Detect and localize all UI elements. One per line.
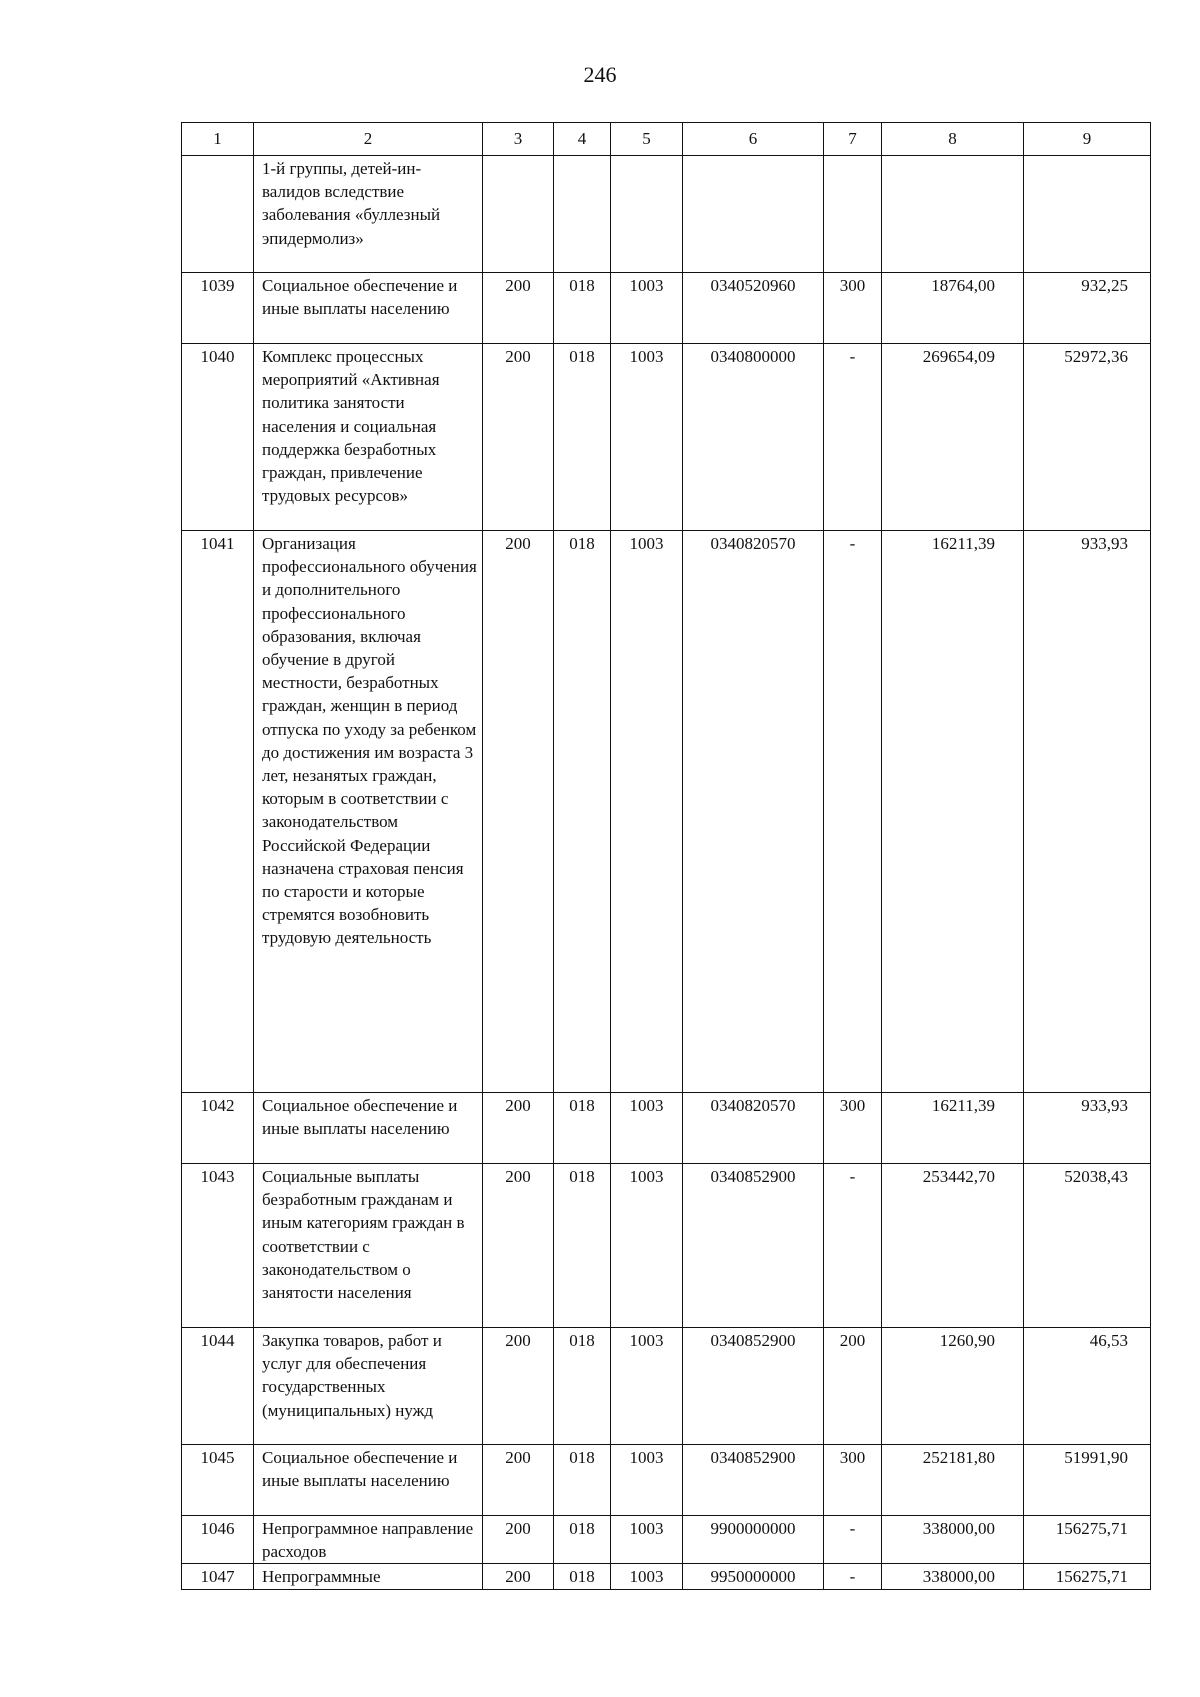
table-row [182, 1093, 1151, 1164]
cell-col8: 1260,90 [882, 1328, 1024, 1445]
table-row [182, 531, 1151, 1093]
cell-col3: 200 [483, 1328, 554, 1445]
column-header: 8 [882, 123, 1024, 156]
cell-col4: 018 [554, 1564, 611, 1589]
column-header: 5 [611, 123, 683, 156]
cell-col8: 16211,39 [882, 531, 1024, 1093]
cell-col3: 200 [483, 344, 554, 531]
cell-col8: 252181,80 [882, 1445, 1024, 1516]
table-row [182, 1164, 1151, 1328]
row-description: Социальное обеспечение и иные выплаты населению [254, 1093, 483, 1164]
cell-col7: 300 [824, 1093, 882, 1164]
column-header: 6 [683, 123, 824, 156]
cell-col7: 300 [824, 273, 882, 344]
cell-col9: 932,25 [1024, 273, 1151, 344]
cell-col7 [824, 156, 882, 273]
cell-col9: 933,93 [1024, 531, 1151, 1093]
cell-col6: 9950000000 [683, 1564, 824, 1589]
cell-col6: 0340852900 [683, 1445, 824, 1516]
row-number: 1039 [182, 273, 254, 344]
cell-col4: 018 [554, 1445, 611, 1516]
cell-col3: 200 [483, 1093, 554, 1164]
cell-col8: 16211,39 [882, 1093, 1024, 1164]
table-row [182, 344, 1151, 531]
row-description: Непрограммные [254, 1564, 483, 1589]
column-header: 7 [824, 123, 882, 156]
cell-col5: 1003 [611, 1164, 683, 1328]
cell-col9: 52972,36 [1024, 344, 1151, 531]
cell-col9: 46,53 [1024, 1328, 1151, 1445]
row-description: Комплекс процессных мероприятий «Активная политика занятости населения и социальная поддержка безработных граждан, привлечение трудовых ресурсов» [254, 344, 483, 531]
cell-col9: 156275,71 [1024, 1516, 1151, 1564]
cell-col7: - [824, 344, 882, 531]
cell-col9: 156275,71 [1024, 1564, 1151, 1589]
cell-col5: 1003 [611, 531, 683, 1093]
cell-col9: 51991,90 [1024, 1445, 1151, 1516]
cell-col3: 200 [483, 1516, 554, 1564]
cell-col6: 9900000000 [683, 1516, 824, 1564]
table-row [182, 1516, 1151, 1564]
row-description: Организация профессионального обучения и дополнительного профессионального образования, включая обучение в другой местности, безработных граждан, женщин в период отпуска по уходу за ребенком до достижения им возраста 3 лет, незанятых граждан, которым в соответствии с законодательством Российской Федерации назначена страховая пенсия по старости и которые стремятся возобновить трудовую деятельность [254, 531, 483, 1093]
cell-col8: 338000,00 [882, 1564, 1024, 1589]
cell-col3: 200 [483, 1445, 554, 1516]
cell-col6: 0340800000 [683, 344, 824, 531]
cell-col6 [683, 156, 824, 273]
cell-col5: 1003 [611, 1564, 683, 1589]
cell-col8: 338000,00 [882, 1516, 1024, 1564]
column-header: 1 [182, 123, 254, 156]
cell-col3: 200 [483, 273, 554, 344]
row-description: Социальные выплаты безработным гражданам и иным категориям граждан в соответствии с законодательством о занятости населения [254, 1164, 483, 1328]
cell-col8: 269654,09 [882, 344, 1024, 531]
cell-col4 [554, 156, 611, 273]
cell-col3: 200 [483, 1564, 554, 1589]
column-header: 4 [554, 123, 611, 156]
cell-col4: 018 [554, 273, 611, 344]
cell-col5: 1003 [611, 1328, 683, 1445]
cell-col6: 0340820570 [683, 531, 824, 1093]
column-header: 3 [483, 123, 554, 156]
cell-col9 [1024, 156, 1151, 273]
cell-col6: 0340520960 [683, 273, 824, 344]
cell-col4: 018 [554, 531, 611, 1093]
cell-col4: 018 [554, 1516, 611, 1564]
cell-col4: 018 [554, 1328, 611, 1445]
cell-col9: 52038,43 [1024, 1164, 1151, 1328]
column-header: 2 [254, 123, 483, 156]
cell-col7: - [824, 1564, 882, 1589]
cell-col3 [483, 156, 554, 273]
row-number: 1045 [182, 1445, 254, 1516]
row-number: 1042 [182, 1093, 254, 1164]
row-number: 1040 [182, 344, 254, 531]
cell-col5: 1003 [611, 1516, 683, 1564]
cell-col4: 018 [554, 344, 611, 531]
cell-col7: 300 [824, 1445, 882, 1516]
cell-col5: 1003 [611, 273, 683, 344]
cell-col8: 253442,70 [882, 1164, 1024, 1328]
row-description: 1-й группы, детей-ин-валидов вследствие заболевания «буллезный эпидермолиз» [254, 156, 483, 273]
table-row [182, 1445, 1151, 1516]
cell-col6: 0340852900 [683, 1328, 824, 1445]
row-number: 1043 [182, 1164, 254, 1328]
cell-col8 [882, 156, 1024, 273]
cell-col7: - [824, 1516, 882, 1564]
row-description: Закупка товаров, работ и услуг для обеспечения государственных (муниципальных) нужд [254, 1328, 483, 1445]
cell-col7: 200 [824, 1328, 882, 1445]
cell-col5: 1003 [611, 1445, 683, 1516]
cell-col3: 200 [483, 531, 554, 1093]
cell-col5: 1003 [611, 1093, 683, 1164]
cell-col4: 018 [554, 1093, 611, 1164]
table-row [182, 1564, 1151, 1589]
row-number: 1041 [182, 531, 254, 1093]
cell-col5 [611, 156, 683, 273]
cell-col6: 0340820570 [683, 1093, 824, 1164]
row-number: 1044 [182, 1328, 254, 1445]
column-header: 9 [1024, 123, 1151, 156]
table-row [182, 1328, 1151, 1445]
row-number: 1047 [182, 1564, 254, 1589]
table-row [182, 273, 1151, 344]
page-number: 246 [583, 62, 617, 87]
cell-col9: 933,93 [1024, 1093, 1151, 1164]
cell-col5: 1003 [611, 344, 683, 531]
cell-col7: - [824, 1164, 882, 1328]
cell-col4: 018 [554, 1164, 611, 1328]
row-description: Социальное обеспечение и иные выплаты населению [254, 273, 483, 344]
row-number [182, 156, 254, 273]
cell-col7: - [824, 531, 882, 1093]
row-description: Непрограммное направление расходов [254, 1516, 483, 1564]
header-row [182, 123, 1151, 156]
budget-table [181, 122, 1151, 1590]
cell-col6: 0340852900 [683, 1164, 824, 1328]
cell-col3: 200 [483, 1164, 554, 1328]
table-row [182, 156, 1151, 273]
row-number: 1046 [182, 1516, 254, 1564]
cell-col8: 18764,00 [882, 273, 1024, 344]
row-description: Социальное обеспечение и иные выплаты населению [254, 1445, 483, 1516]
